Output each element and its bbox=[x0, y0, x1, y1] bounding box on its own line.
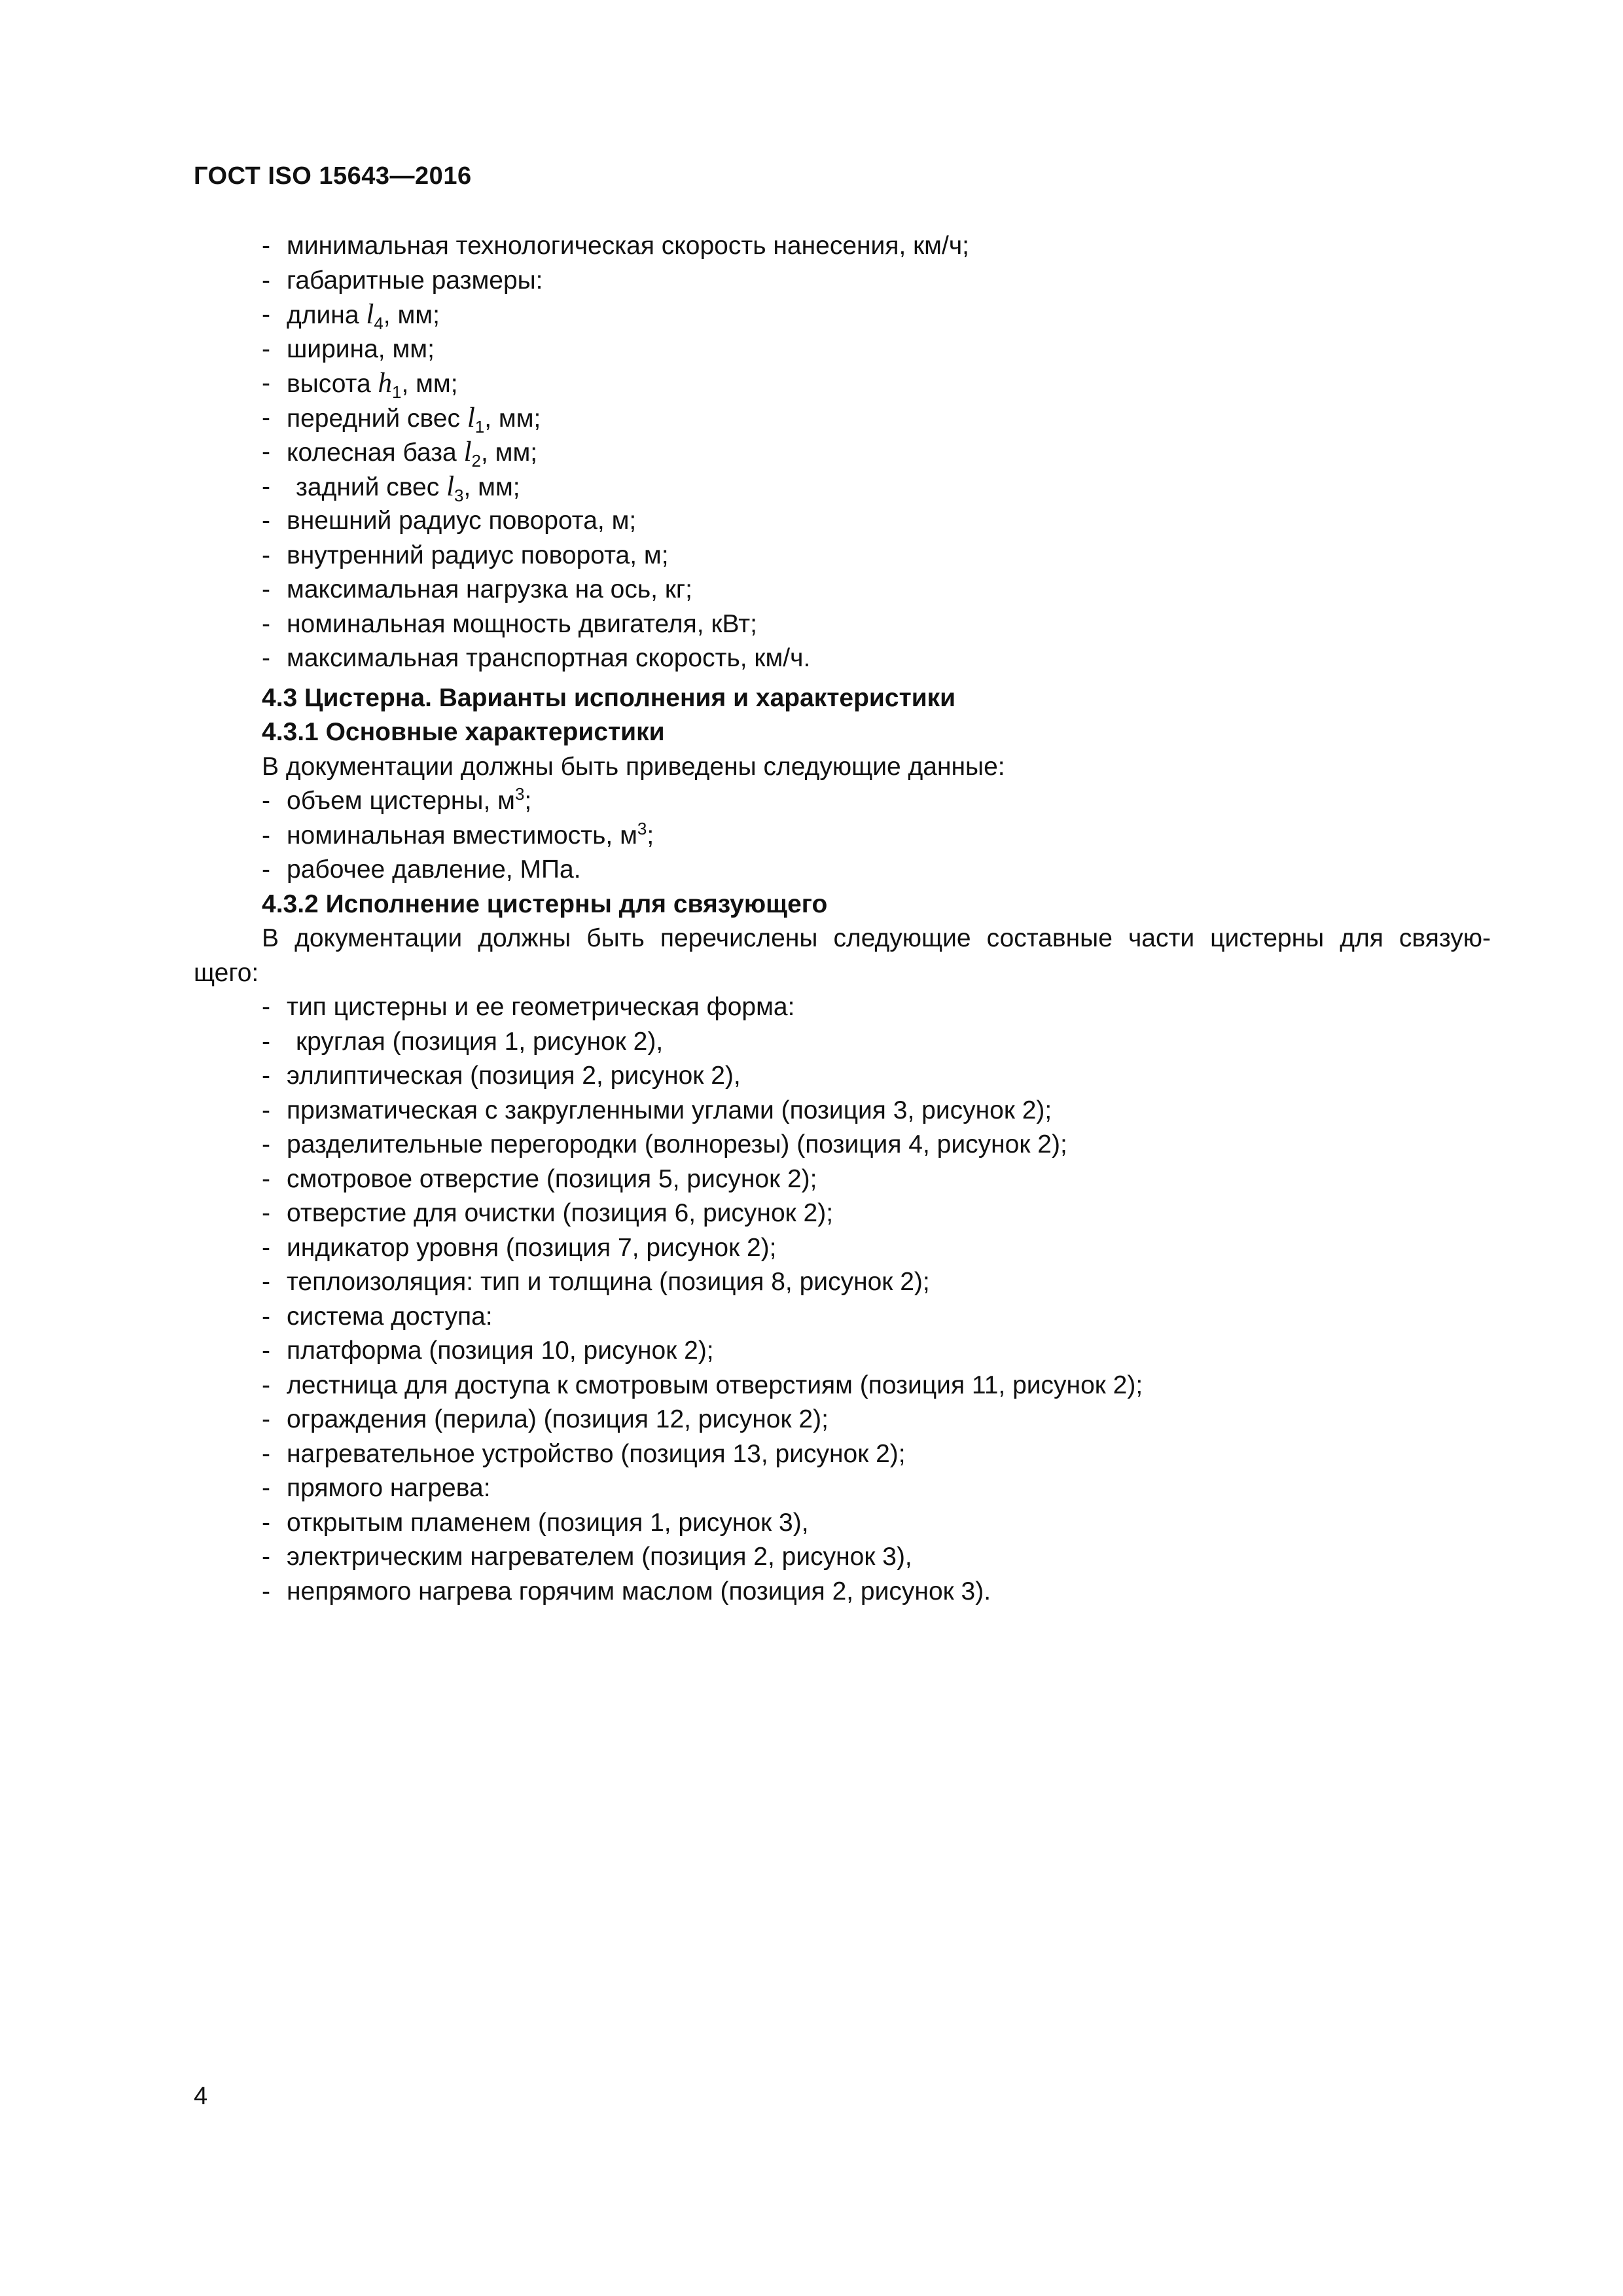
section-heading-4-3-2: 4.3.2 Исполнение цистерны для связующего bbox=[262, 889, 828, 918]
list-item-text: круглая (позиция 1, рисунок 2), bbox=[296, 1027, 664, 1056]
list-dash: - bbox=[262, 575, 270, 603]
list-item bbox=[194, 298, 1491, 332]
list-item bbox=[194, 1334, 1491, 1369]
list-item-text: призматическая с закругленными углами (позиция 3, рисунок 2); bbox=[287, 1096, 1052, 1124]
list-dash: - bbox=[262, 541, 270, 569]
paragraph-line: В документации должны быть перечислены следующие составные части цистерны для связую- bbox=[262, 924, 1491, 952]
page-number: 4 bbox=[194, 2083, 208, 2110]
list-item-text: тип цистерны и ее геометрическая форма: bbox=[287, 993, 795, 1021]
math-symbol: l bbox=[467, 402, 475, 433]
list-item-text: ограждения (перила) (позиция 12, рисунок 2); bbox=[287, 1405, 829, 1433]
list-item bbox=[194, 1403, 1491, 1437]
list-item-text: номинальная вместимость, $м^3$; bbox=[287, 818, 654, 850]
list-item bbox=[194, 819, 1491, 853]
list-item-text: передний свес $l_1$, мм; bbox=[287, 402, 541, 437]
list-dash: - bbox=[262, 232, 270, 260]
list-dash: - bbox=[262, 855, 270, 884]
list-item bbox=[194, 1094, 1491, 1128]
list-dash: - bbox=[262, 1302, 270, 1331]
list-item-text: теплоизоляция: тип и толщина (позиция 8, рисунок 2); bbox=[287, 1268, 930, 1296]
list-item-text: отверстие для очистки (позиция 6, рисунок 2); bbox=[287, 1199, 834, 1227]
list-item-text: электрическим нагревателем (позиция 2, рисунок 3), bbox=[287, 1543, 912, 1571]
list-item bbox=[194, 1231, 1491, 1266]
list-item-text: высота $h_1$, мм; bbox=[287, 368, 458, 402]
list-item-text: лестница для доступа к смотровым отверстиям (позиция 11, рисунок 2); bbox=[287, 1371, 1143, 1399]
list-item bbox=[194, 1059, 1491, 1094]
list-item-text: прямого нагрева: bbox=[287, 1474, 491, 1502]
list-item bbox=[194, 1540, 1491, 1575]
list-dash: - bbox=[262, 609, 270, 638]
list-item bbox=[194, 229, 1491, 264]
list-dash: - bbox=[262, 507, 270, 535]
list-item-text: эллиптическая (позиция 2, рисунок 2), bbox=[287, 1062, 741, 1090]
list-dash: - bbox=[262, 266, 270, 295]
list-dash: - bbox=[262, 1233, 270, 1262]
list-item bbox=[194, 1025, 1491, 1060]
list-dash: - bbox=[262, 300, 270, 329]
list-item bbox=[194, 332, 1491, 367]
list-dash: - bbox=[262, 821, 270, 850]
document-body bbox=[194, 229, 1491, 1609]
list-item-text: внешний радиус поворота, м; bbox=[287, 507, 637, 535]
list-item-text: смотровое отверстие (позиция 5, рисунок 2); bbox=[287, 1164, 817, 1193]
list-item-text: непрямого нагрева горячим маслом (позиция 2, рисунок 3). bbox=[287, 1577, 991, 1605]
list-item bbox=[194, 435, 1491, 470]
list-dash: - bbox=[262, 1405, 270, 1433]
list-dash: - bbox=[262, 403, 270, 432]
list-item-text: габаритные размеры: bbox=[287, 266, 543, 295]
list-item bbox=[194, 1369, 1491, 1403]
list-item bbox=[194, 1128, 1491, 1162]
list-item bbox=[194, 1506, 1491, 1541]
list-dash: - bbox=[262, 644, 270, 672]
paragraph-line: щего: bbox=[194, 958, 259, 987]
list-dash: - bbox=[262, 1439, 270, 1468]
list-item bbox=[194, 573, 1491, 607]
list-item bbox=[194, 504, 1491, 539]
list-item-text: рабочее давление, МПа. bbox=[287, 855, 581, 884]
list-item-text: платформа (позиция 10, рисунок 2); bbox=[287, 1336, 714, 1365]
list-dash: - bbox=[262, 1164, 270, 1193]
list-dash: - bbox=[262, 1130, 270, 1158]
math-symbol: h bbox=[378, 368, 392, 399]
list-dash: - bbox=[262, 1371, 270, 1399]
section-heading-4-3-1: 4.3.1 Основные характеристики bbox=[262, 718, 665, 746]
list-item-text: максимальная нагрузка на ось, кг; bbox=[287, 575, 692, 603]
list-item-text: максимальная транспортная скорость, км/ч. bbox=[287, 644, 811, 672]
document-header-code: ГОСТ ISO 15643—2016 bbox=[194, 162, 472, 190]
list-item bbox=[194, 264, 1491, 298]
list-item bbox=[194, 1471, 1491, 1506]
math-symbol: l bbox=[463, 437, 472, 467]
list-dash: - bbox=[262, 1062, 270, 1090]
list-item bbox=[194, 470, 1491, 505]
list-item-text: номинальная мощность двигателя, кВт; bbox=[287, 609, 757, 638]
list-dash: - bbox=[262, 787, 270, 815]
list-dash: - bbox=[262, 1268, 270, 1296]
list-dash: - bbox=[262, 1543, 270, 1571]
list-item bbox=[194, 1265, 1491, 1300]
list-item bbox=[194, 1437, 1491, 1472]
list-dash: - bbox=[262, 1474, 270, 1502]
list-dash: - bbox=[262, 1096, 270, 1124]
section-heading-4-3: 4.3 Цистерна. Варианты исполнения и характеристики bbox=[262, 683, 956, 712]
list-item bbox=[194, 401, 1491, 436]
list-dash: - bbox=[262, 438, 270, 466]
list-item-text: индикатор уровня (позиция 7, рисунок 2); bbox=[287, 1233, 777, 1262]
list-item-text: минимальная технологическая скорость нанесения, км/ч; bbox=[287, 232, 969, 260]
list-dash: - bbox=[262, 334, 270, 363]
list-item-text: система доступа: bbox=[287, 1302, 493, 1331]
list-item bbox=[194, 367, 1491, 401]
list-item bbox=[194, 784, 1491, 819]
list-item bbox=[194, 641, 1491, 676]
math-symbol: l bbox=[366, 299, 374, 330]
list-item bbox=[194, 1162, 1491, 1197]
paragraph-intro-4-3-1: В документации должны быть приведены следующие данные: bbox=[262, 752, 1005, 781]
list-item-text: объем цистерны, $м^3$; bbox=[287, 784, 532, 815]
list-item-text: ширина, мм; bbox=[287, 334, 435, 363]
list-item-text: задний свес $l_3$, мм; bbox=[296, 471, 520, 505]
list-dash: - bbox=[262, 1199, 270, 1227]
list-item bbox=[194, 853, 1491, 888]
list-item-text: колесная база $l_2$, мм; bbox=[287, 437, 538, 471]
math-symbol: l bbox=[446, 471, 455, 502]
list-item-text: разделительные перегородки (волнорезы) (позиция 4, рисунок 2); bbox=[287, 1130, 1067, 1158]
list-item-text: нагревательное устройство (позиция 13, рисунок 2); bbox=[287, 1439, 906, 1468]
list-item bbox=[194, 990, 1491, 1025]
list-item bbox=[194, 539, 1491, 573]
list-item bbox=[194, 1575, 1491, 1609]
list-dash: - bbox=[262, 1508, 270, 1537]
list-dash: - bbox=[262, 472, 270, 501]
list-item bbox=[194, 1196, 1491, 1231]
list-dash: - bbox=[262, 993, 270, 1021]
list-item bbox=[194, 1300, 1491, 1335]
list-item-text: внутренний радиус поворота, м; bbox=[287, 541, 669, 569]
list-dash: - bbox=[262, 1027, 270, 1056]
list-item-text: открытым пламенем (позиция 1, рисунок 3), bbox=[287, 1508, 809, 1537]
list-item-text: длина $l_4$, мм; bbox=[287, 299, 440, 333]
list-dash: - bbox=[262, 1336, 270, 1365]
list-dash: - bbox=[262, 369, 270, 397]
paragraph-intro-4-3-2 bbox=[194, 922, 1491, 990]
list-item bbox=[194, 607, 1491, 642]
list-dash: - bbox=[262, 1577, 270, 1605]
